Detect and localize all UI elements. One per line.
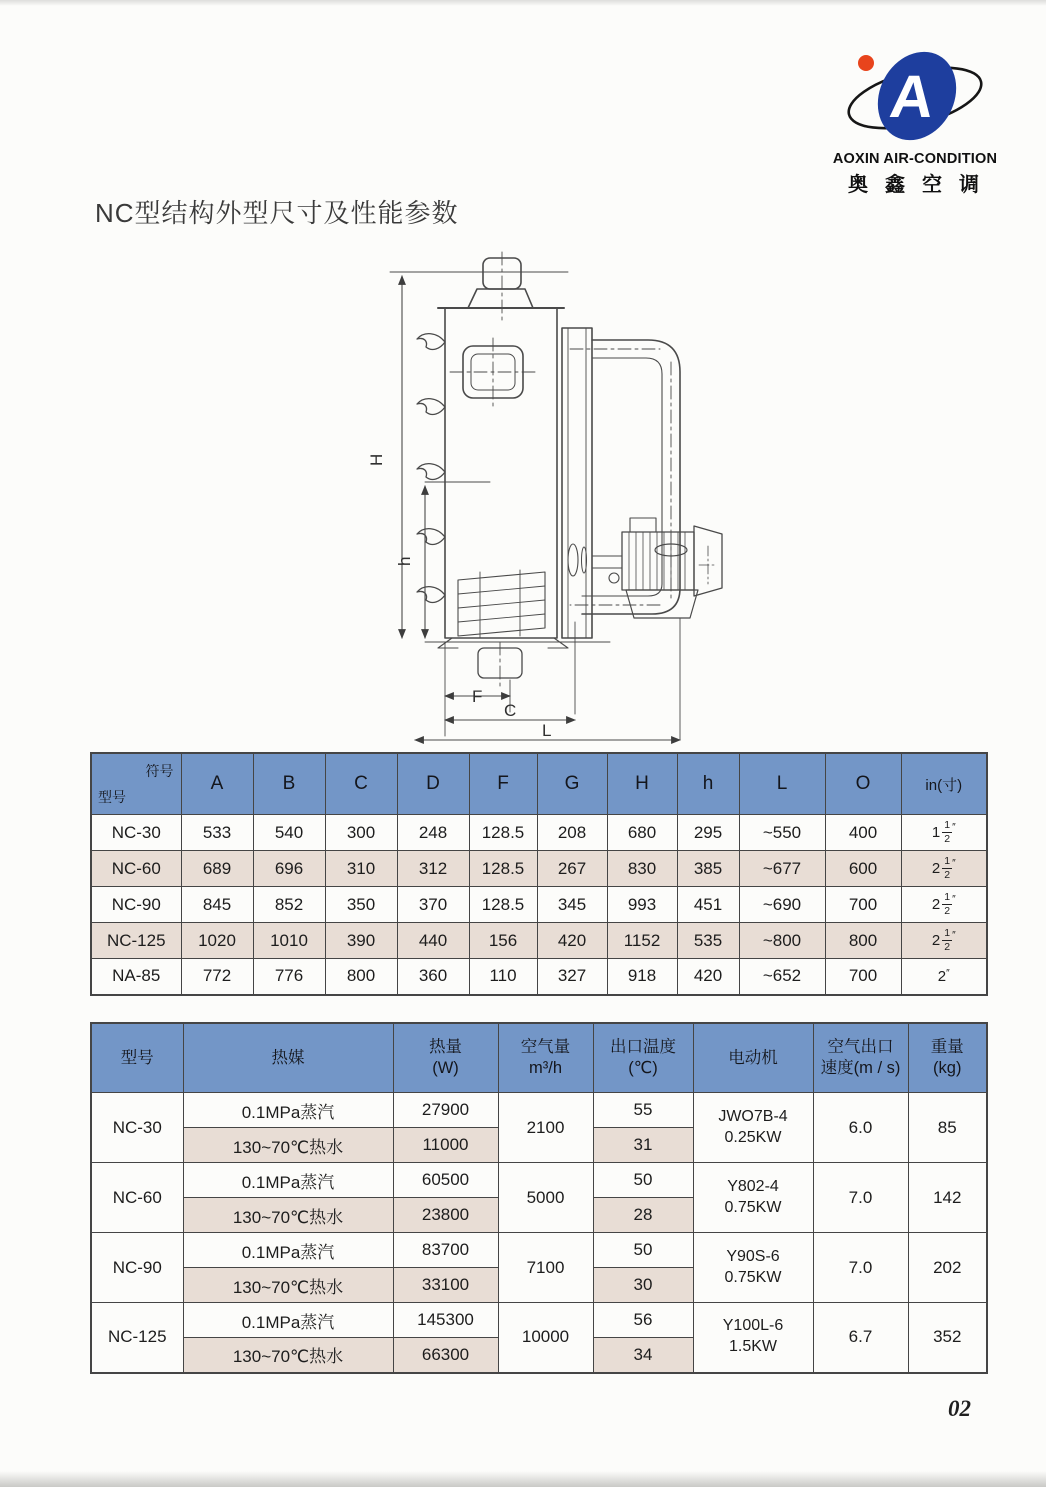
motor-cell [693,1233,813,1303]
dim-value-cell: 110 [469,959,537,995]
dim-value-cell: 852 [253,887,325,923]
dim-value-cell: 385 [677,851,739,887]
inch-fraction [942,928,952,953]
motor-cell [693,1093,813,1163]
dim-value-cell: 845 [181,887,253,923]
medium-cell: 130~70℃热水 [183,1198,393,1233]
header-line-2: m³/h [529,1059,562,1077]
inch-fraction [942,820,952,845]
motor-cell [693,1303,813,1373]
dim-table-row [91,887,987,923]
heat-cell: 23800 [393,1198,498,1233]
scan-edge [0,1471,1046,1487]
top-cap [468,252,533,324]
mounting-hooks [417,334,445,603]
dim-col-header: G [537,753,607,815]
inch-mark: ″ [946,968,950,980]
dim-value-cell: 420 [677,959,739,995]
inch-value-cell [901,851,987,887]
dim-value-cell: 360 [397,959,469,995]
technical-drawing [330,250,730,747]
page-title: NC型结构外型尺寸及性能参数 [95,198,459,228]
motor-model: Y802-4 [727,1177,779,1195]
medium-cell: 130~70℃热水 [183,1338,393,1373]
medium-cell: 0.1MPa蒸汽 [183,1093,393,1128]
temp-cell: 28 [593,1198,693,1233]
medium-cell: 0.1MPa蒸汽 [183,1163,393,1198]
model-cell: NC-30 [91,1093,183,1163]
dimension-label-C: C [504,701,517,720]
medium-cell: 0.1MPa蒸汽 [183,1233,393,1268]
inch-whole: 2 [931,860,941,877]
dim-table-row [91,959,987,995]
motor-model: Y100L-6 [722,1317,784,1335]
dim-value-cell: 918 [607,959,677,995]
dim-value-cell: ~690 [739,887,825,923]
fraction-denominator: 2 [944,941,951,953]
dim-value-cell: 440 [397,923,469,959]
dim-value-cell: 451 [677,887,739,923]
fraction-numerator: 1 [942,928,952,941]
inch-mark: ″ [952,893,956,905]
dim-value-cell: 420 [537,923,607,959]
inch-whole: 2 [931,932,941,949]
dim-col-header: L [739,753,825,815]
dim-value-cell: 400 [825,815,901,851]
perf-col-header [593,1023,693,1093]
dim-col-header: F [469,753,537,815]
header-line-2: (℃) [628,1059,658,1077]
dim-col-header: B [253,753,325,815]
dim-col-header: h [677,753,739,815]
air-volume-cell: 10000 [498,1303,593,1373]
dimension-label-L: L [542,721,552,740]
temp-cell: 30 [593,1268,693,1303]
speed-cell: 6.0 [813,1093,908,1163]
fraction-numerator: 1 [942,892,952,905]
perf-table-row [91,1093,987,1128]
dim-value-cell: 208 [537,815,607,851]
dim-value-cell: 776 [253,959,325,995]
dim-col-header: D [397,753,469,815]
dim-value-cell: 327 [537,959,607,995]
dim-value-cell: ~800 [739,923,825,959]
corner-label-symbol: 符号 [145,763,174,779]
perf-col-header [393,1023,498,1093]
fraction-denominator: 2 [944,833,951,845]
perf-col-header [183,1023,393,1093]
inch-value-cell [901,887,987,923]
perf-table-row [91,1303,987,1338]
fraction-denominator: 2 [944,905,951,917]
svg-text:A: A [886,63,938,130]
dim-col-header: in(寸) [901,753,987,815]
perf-col-header [498,1023,593,1093]
heat-cell: 145300 [393,1303,498,1338]
weight-cell: 85 [908,1093,987,1163]
heat-cell: 60500 [393,1163,498,1198]
inch-value-cell [901,815,987,851]
dimension-label-H: H [367,453,386,466]
inch-value-cell [901,959,987,995]
inch-fraction [942,892,952,917]
weight-cell: 202 [908,1233,987,1303]
dim-value-cell: 350 [325,887,397,923]
header-line-2: (W) [432,1059,459,1077]
model-cell: NA-85 [91,959,181,995]
dim-value-cell: 993 [607,887,677,923]
page-number: 02 [948,1396,971,1421]
perf-col-header [813,1023,908,1093]
motor-power: 0.75KW [724,1198,782,1216]
heat-cell: 27900 [393,1093,498,1128]
temp-cell: 34 [593,1338,693,1373]
motor-power: 0.75KW [724,1268,782,1286]
inspection-port [450,338,536,408]
dim-value-cell: 600 [825,851,901,887]
header-line-1: 空气出口 [827,1038,894,1057]
medium-cell: 130~70℃热水 [183,1268,393,1303]
dim-col-header: O [825,753,901,815]
brand-name-cn: 奥鑫空调 [848,174,996,196]
weight-cell: 352 [908,1303,987,1373]
dim-value-cell: 800 [325,959,397,995]
dim-value-cell: 128.5 [469,851,537,887]
dim-value-cell: 128.5 [469,887,537,923]
inch-whole: 2 [931,896,941,913]
dim-table-header-row [91,753,987,815]
model-cell: NC-60 [91,1163,183,1233]
dim-value-cell: 248 [397,815,469,851]
perf-table-header-row [91,1023,987,1093]
inch-mark: ″ [952,929,956,941]
fraction-denominator: 2 [944,869,951,881]
perf-col-header [693,1023,813,1093]
header-line-1: 空气量 [520,1038,571,1057]
dim-value-cell: ~677 [739,851,825,887]
dim-table-row [91,851,987,887]
header-line-1: 电动机 [728,1048,778,1067]
dim-value-cell: 535 [677,923,739,959]
perf-col-header [908,1023,987,1093]
heat-cell: 11000 [393,1128,498,1163]
dim-value-cell: 156 [469,923,537,959]
dim-value-cell: 700 [825,887,901,923]
dim-value-cell: 345 [537,887,607,923]
dim-value-cell: ~550 [739,815,825,851]
model-cell: NC-30 [91,815,181,851]
speed-cell: 7.0 [813,1163,908,1233]
dim-value-cell: 312 [397,851,469,887]
model-cell: NC-90 [91,887,181,923]
medium-cell: 0.1MPa蒸汽 [183,1303,393,1338]
dim-value-cell: 800 [825,923,901,959]
dim-value-cell: 1020 [181,923,253,959]
temp-cell: 31 [593,1128,693,1163]
dimension-table [90,752,986,996]
speed-cell: 6.7 [813,1303,908,1373]
header-line-1: 重量 [930,1038,964,1057]
logo-mark-icon [822,48,1008,144]
inch-whole: 1 [931,824,941,841]
fraction-numerator: 1 [942,820,952,833]
temp-cell: 55 [593,1093,693,1128]
temp-cell: 50 [593,1233,693,1268]
dim-value-cell: 128.5 [469,815,537,851]
heat-cell: 66300 [393,1338,498,1373]
dim-value-cell: 680 [607,815,677,851]
air-volume-cell: 2100 [498,1093,593,1163]
perf-col-header [91,1023,183,1093]
unit-drawing-icon [330,250,730,747]
dim-table-row [91,815,987,851]
fraction-numerator: 1 [942,856,952,869]
medium-cell: 130~70℃热水 [183,1128,393,1163]
model-cell: NC-90 [91,1233,183,1303]
dim-value-cell: 696 [253,851,325,887]
pipe [570,340,687,614]
dim-col-header: C [325,753,397,815]
motor-power: 1.5KW [728,1338,777,1356]
motor [592,518,722,618]
inch-whole: 2 [937,968,947,986]
dim-value-cell: 370 [397,887,469,923]
dim-value-cell: 772 [181,959,253,995]
temp-cell: 50 [593,1163,693,1198]
motor-model: Y90S-6 [726,1247,780,1265]
dim-value-cell: 300 [325,815,397,851]
header-line-2: 速度(m / s) [820,1059,901,1077]
motor-model: JWO7B-4 [718,1107,788,1125]
dim-value-cell: 689 [181,851,253,887]
dim-value-cell: 700 [825,959,901,995]
dim-col-header: H [607,753,677,815]
model-cell: NC-125 [91,1303,183,1373]
speed-cell: 7.0 [813,1233,908,1303]
company-logo [822,48,1008,197]
dimension-label-h: h [395,556,414,566]
dim-value-cell: 533 [181,815,253,851]
corner-label-model: 型号 [98,789,126,805]
header-line-1: 型号 [120,1048,154,1067]
corner-header-cell [91,753,181,815]
drain-fitting [438,638,568,686]
header-line-1: 出口温度 [610,1038,676,1057]
perf-table-row [91,1233,987,1268]
dim-value-cell: ~652 [739,959,825,995]
model-cell: NC-125 [91,923,181,959]
dim-value-cell: 295 [677,815,739,851]
dim-value-cell: 267 [537,851,607,887]
inch-fraction [942,856,952,881]
dim-value-cell: 310 [325,851,397,887]
dim-value-cell: 830 [607,851,677,887]
dim-value-cell: 390 [325,923,397,959]
motor-cell [693,1163,813,1233]
performance-table [90,1022,986,1374]
air-volume-cell: 5000 [498,1163,593,1233]
dim-col-header: A [181,753,253,815]
header-line-2: (kg) [933,1059,962,1077]
heater-coil [458,570,545,638]
inch-value-cell [901,923,987,959]
fan-housing [562,328,592,638]
brand-name-en: AOXIN AIR-CONDITION [832,151,998,167]
header-line-1: 热量 [429,1038,462,1057]
dim-value-cell: 540 [253,815,325,851]
weight-cell: 142 [908,1163,987,1233]
heat-cell: 33100 [393,1268,498,1303]
model-cell: NC-60 [91,851,181,887]
dim-value-cell: 1010 [253,923,325,959]
dim-table-row [91,923,987,959]
inch-mark: ″ [952,821,956,833]
dimension-label-F: F [472,687,483,706]
air-volume-cell: 7100 [498,1233,593,1303]
perf-table-row [91,1163,987,1198]
header-line-1: 热媒 [271,1048,305,1067]
scan-edge [0,0,1046,6]
heat-cell: 83700 [393,1233,498,1268]
motor-power: 0.25KW [724,1128,782,1146]
temp-cell: 56 [593,1303,693,1338]
dim-value-cell: 1152 [607,923,677,959]
inch-mark: ″ [952,857,956,869]
